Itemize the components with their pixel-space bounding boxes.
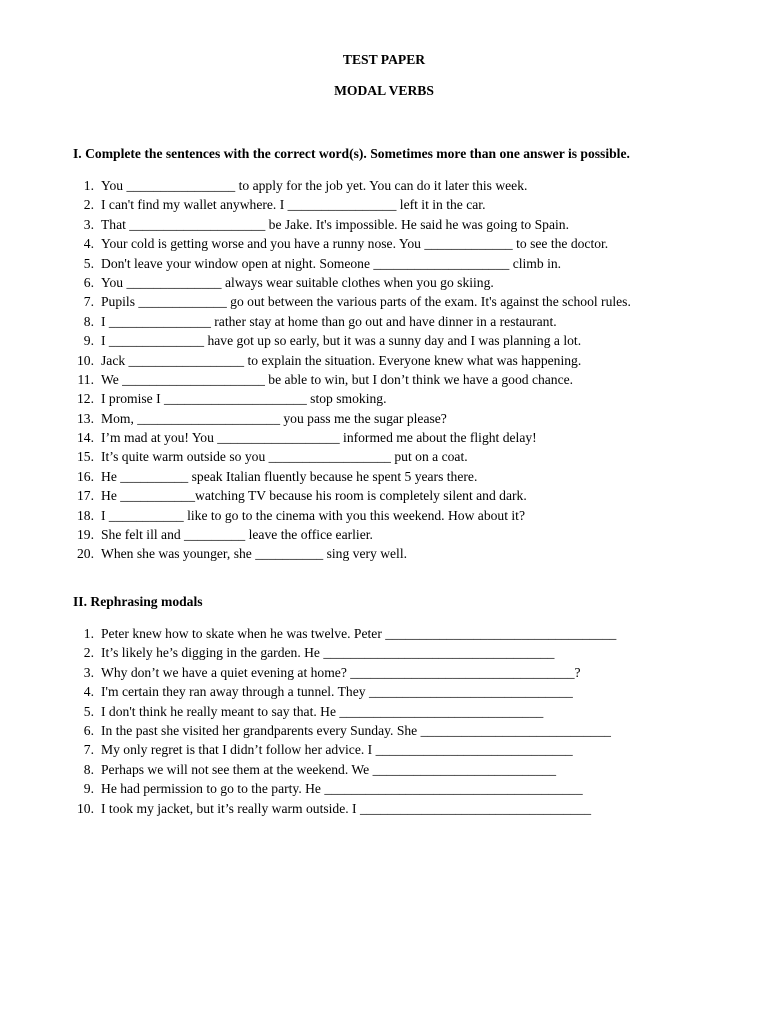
item-number: 8. bbox=[83, 313, 94, 329]
item-number: 8. bbox=[83, 761, 94, 777]
item-text: I’m mad at you! You __________________ informed me about the flight delay! bbox=[101, 430, 537, 446]
item-text: That ____________________ be Jake. It's impossible. He said he was going to Spain. bbox=[101, 216, 569, 232]
list-item bbox=[0, 389, 768, 408]
list-item bbox=[0, 721, 768, 740]
item-number: 4. bbox=[83, 236, 94, 252]
item-text: Peter knew how to skate when he was twelve. Peter __________________________________ bbox=[101, 626, 617, 641]
section-1-heading: I. Complete the sentences with the correct word(s). Sometimes more than one answer is possible. bbox=[73, 146, 630, 161]
list-item bbox=[0, 525, 768, 544]
list-item bbox=[0, 447, 768, 466]
list-item bbox=[0, 624, 768, 643]
item-text: It’s likely he’s digging in the garden. He __________________________________ bbox=[101, 645, 555, 661]
item-number: 9. bbox=[83, 781, 94, 797]
item-number: 16. bbox=[77, 468, 94, 484]
list-item bbox=[0, 176, 768, 195]
item-text: Don't leave your window open at night. Someone ____________________ climb in. bbox=[101, 255, 562, 271]
item-number: 13. bbox=[77, 410, 94, 426]
item-text: I promise I _____________________ stop smoking. bbox=[101, 391, 387, 407]
item-text: Pupils _____________ go out between the various parts of the exam. It's against the school rules. bbox=[101, 294, 631, 310]
item-number: 12. bbox=[77, 391, 94, 407]
item-number: 19. bbox=[77, 527, 94, 543]
item-number: 10. bbox=[77, 800, 94, 816]
item-text: He ___________watching TV because his room is completely silent and dark. bbox=[101, 488, 527, 504]
item-number: 18. bbox=[77, 507, 94, 523]
list-item bbox=[0, 292, 768, 311]
section-1-list bbox=[0, 176, 768, 564]
item-text: I ___________ like to go to the cinema with you this weekend. How about it? bbox=[101, 507, 525, 523]
item-text: Why don’t we have a quiet evening at home? _________________________________? bbox=[101, 664, 581, 680]
list-item bbox=[0, 544, 768, 563]
item-text: I ______________ have got up so early, but it was a sunny day and I was planning a lot. bbox=[101, 333, 582, 349]
list-item bbox=[0, 486, 768, 505]
item-number: 20. bbox=[77, 546, 94, 562]
item-number: 5. bbox=[83, 255, 94, 271]
item-number: 1. bbox=[83, 626, 94, 641]
list-item bbox=[0, 506, 768, 525]
item-text: She felt ill and _________ leave the office earlier. bbox=[101, 527, 373, 543]
item-text: I _______________ rather stay at home than go out and have dinner in a restaurant. bbox=[101, 313, 557, 329]
item-number: 11. bbox=[77, 371, 94, 387]
section-2-list bbox=[0, 624, 768, 818]
list-item bbox=[0, 702, 768, 721]
item-number: 15. bbox=[77, 449, 94, 465]
item-number: 7. bbox=[83, 294, 94, 310]
page-subtitle: MODAL VERBS bbox=[334, 83, 434, 98]
item-number: 6. bbox=[83, 722, 94, 738]
item-text: I took my jacket, but it’s really warm outside. I __________________________________ bbox=[101, 800, 592, 816]
list-item bbox=[0, 370, 768, 389]
item-number: 7. bbox=[83, 742, 94, 758]
item-text: It’s quite warm outside so you __________________ put on a coat. bbox=[101, 449, 468, 465]
list-item bbox=[0, 312, 768, 331]
list-item bbox=[0, 331, 768, 350]
list-item bbox=[0, 663, 768, 682]
list-item bbox=[0, 799, 768, 818]
item-text: Perhaps we will not see them at the weekend. We ___________________________ bbox=[101, 761, 557, 777]
item-text: Jack _________________ to explain the situation. Everyone knew what was happening. bbox=[101, 352, 582, 368]
list-item bbox=[0, 273, 768, 292]
item-text: He __________ speak Italian fluently because he spent 5 years there. bbox=[101, 468, 478, 484]
list-item bbox=[0, 254, 768, 273]
item-number: 17. bbox=[77, 488, 94, 504]
item-text: You ________________ to apply for the job yet. You can do it later this week. bbox=[101, 178, 528, 193]
page-title: TEST PAPER bbox=[342, 52, 426, 67]
section-2-heading: II. Rephrasing modals bbox=[73, 594, 203, 609]
item-number: 1. bbox=[83, 178, 94, 193]
item-text: I don't think he really meant to say that. He ______________________________ bbox=[101, 703, 544, 719]
item-number: 3. bbox=[83, 664, 94, 680]
item-text: He had permission to go to the party. He ______________________________________ bbox=[101, 781, 583, 797]
list-item bbox=[0, 760, 768, 779]
item-number: 4. bbox=[83, 684, 94, 700]
item-text: In the past she visited her grandparents every Sunday. She ____________________________ bbox=[101, 722, 611, 738]
item-text: Mom, _____________________ you pass me the sugar please? bbox=[101, 410, 447, 426]
item-number: 5. bbox=[83, 703, 94, 719]
list-item bbox=[0, 234, 768, 253]
item-number: 6. bbox=[83, 274, 94, 290]
item-number: 2. bbox=[83, 197, 94, 213]
item-text: We _____________________ be able to win, but I don’t think we have a good chance. bbox=[101, 371, 574, 387]
list-item bbox=[0, 215, 768, 234]
item-number: 14. bbox=[77, 430, 94, 446]
item-number: 10. bbox=[77, 352, 94, 368]
item-text: I'm certain they ran away through a tunnel. They ______________________________ bbox=[101, 684, 573, 700]
item-text: You ______________ always wear suitable clothes when you go skiing. bbox=[101, 274, 494, 290]
item-text: Your cold is getting worse and you have a runny nose. You _____________ to see the doctor. bbox=[101, 236, 609, 252]
item-text: My only regret is that I didn’t follow her advice. I _____________________________ bbox=[101, 742, 573, 758]
list-item bbox=[0, 409, 768, 428]
list-item bbox=[0, 682, 768, 701]
list-item bbox=[0, 467, 768, 486]
item-number: 9. bbox=[83, 333, 94, 349]
item-number: 2. bbox=[83, 645, 94, 661]
list-item bbox=[0, 195, 768, 214]
list-item bbox=[0, 428, 768, 447]
item-text: When she was younger, she __________ sing very well. bbox=[101, 546, 408, 562]
list-item bbox=[0, 351, 768, 370]
list-item bbox=[0, 779, 768, 798]
list-item bbox=[0, 740, 768, 759]
item-text: I can't find my wallet anywhere. I ________________ left it in the car. bbox=[101, 197, 486, 213]
list-item bbox=[0, 643, 768, 662]
item-number: 3. bbox=[83, 216, 94, 232]
